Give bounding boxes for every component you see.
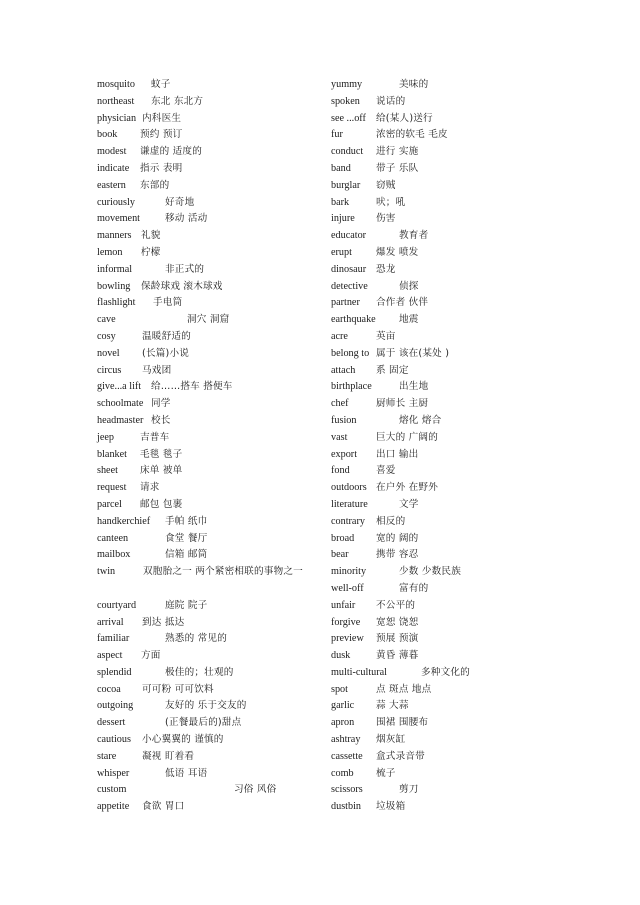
vocab-meaning: 进行 实施 — [376, 146, 419, 158]
vocab-entry — [331, 749, 531, 766]
vocab-entry — [331, 766, 531, 783]
vocab-word: acre — [331, 330, 348, 342]
vocab-meaning: 温暖舒适的 — [142, 330, 191, 342]
vocab-meaning: 烟灰缸 — [376, 734, 406, 746]
vocab-word: lemon — [97, 246, 123, 258]
vocab-word: splendid — [97, 666, 132, 678]
vocab-entry — [97, 514, 342, 531]
vocab-word: cosy — [97, 330, 116, 342]
vocab-entry — [331, 228, 531, 245]
vocab-meaning: 柠檬 — [141, 246, 161, 258]
vocab-meaning: 不公平的 — [376, 599, 416, 611]
vocab-entry — [97, 279, 342, 296]
vocab-entry — [97, 178, 342, 195]
vocab-meaning: 吠；吼 — [376, 196, 406, 208]
vocab-word: minority — [331, 566, 367, 578]
vocab-word: outgoing — [97, 700, 134, 712]
vocab-entry — [331, 111, 531, 128]
vocab-meaning: (长篇)小说 — [142, 347, 190, 359]
vocab-meaning: 侦探 — [399, 280, 419, 292]
vocab-meaning: 毛毯 毯子 — [140, 448, 183, 460]
vocab-entry — [97, 312, 342, 329]
vocab-word: dessert — [97, 717, 126, 729]
vocab-meaning: 蒜 大蒜 — [376, 700, 409, 712]
vocab-word: cave — [97, 314, 116, 326]
vocab-entry — [331, 363, 531, 380]
vocab-word: indicate — [97, 162, 130, 174]
vocab-entry — [97, 413, 342, 430]
vocab-meaning: 洞穴 洞窟 — [187, 314, 230, 326]
vocab-meaning: 非正式的 — [165, 263, 205, 275]
vocab-meaning: 校长 — [151, 414, 171, 426]
vocab-word: unfair — [331, 599, 356, 611]
vocab-entry — [331, 564, 531, 581]
vocab-word: apron — [331, 717, 355, 729]
vocab-meaning: 移动 活动 — [165, 213, 208, 225]
vocab-meaning: 蚊子 — [151, 79, 171, 90]
vocab-entry — [331, 262, 531, 279]
vocab-word: yummy — [331, 79, 363, 90]
vocab-entry — [331, 665, 531, 682]
vocab-entry — [97, 295, 342, 312]
vocab-word: burglar — [331, 179, 361, 191]
vocab-meaning: 相反的 — [376, 515, 406, 527]
vocab-meaning: 床单 被单 — [140, 465, 183, 477]
vocab-entry — [97, 346, 342, 363]
vocab-entry — [331, 715, 531, 732]
vocab-word: blanket — [97, 448, 127, 460]
vocab-word: novel — [97, 347, 120, 359]
vocab-entry — [97, 329, 342, 346]
vocab-meaning: 黄昏 薄暮 — [376, 650, 419, 662]
vocab-word: arrival — [97, 616, 124, 628]
vocab-word: fur — [331, 129, 343, 141]
vocab-entry — [97, 682, 342, 699]
vocab-meaning: 浓密的软毛 毛皮 — [376, 129, 448, 141]
vocab-entry — [97, 195, 342, 212]
vocab-entry — [97, 262, 342, 279]
vocab-entry — [97, 430, 342, 447]
vocab-entry — [97, 161, 342, 178]
vocab-entry — [331, 648, 531, 665]
vocab-meaning: (正餐最后的)甜点 — [165, 717, 242, 729]
vocab-word: multi-cultural — [331, 666, 388, 678]
vocab-meaning: 说话的 — [376, 95, 406, 107]
vocab-entry — [97, 631, 342, 648]
vocab-word: cautious — [97, 734, 131, 746]
vocab-word: fusion — [331, 414, 357, 426]
vocab-word: informal — [97, 263, 133, 275]
vocab-entry — [97, 564, 342, 598]
vocab-entry — [97, 782, 342, 799]
vocab-word: bark — [331, 196, 350, 208]
vocab-entry — [97, 379, 342, 396]
vocab-word: request — [97, 482, 127, 494]
vocab-meaning: 带子 乐队 — [376, 162, 419, 174]
vocab-word: earthquake — [331, 314, 376, 326]
vocab-meaning: 食欲 胃口 — [142, 801, 185, 813]
vocab-meaning: 盒式录音带 — [376, 750, 425, 762]
vocab-entry — [97, 648, 342, 665]
vocab-word: familiar — [97, 633, 130, 645]
vocab-entry — [97, 665, 342, 682]
vocab-meaning: 同学 — [151, 398, 171, 410]
vocab-meaning: 内科医生 — [142, 112, 182, 124]
vocab-meaning: 英亩 — [376, 330, 396, 342]
vocab-meaning: 教育者 — [399, 230, 429, 242]
vocab-entry — [97, 615, 342, 632]
vocab-word: chef — [331, 398, 349, 410]
vocab-word: manners — [97, 230, 132, 242]
vocab-entry — [97, 698, 342, 715]
vocab-meaning: 邮包 包裹 — [140, 498, 183, 510]
vocab-entry — [97, 447, 342, 464]
vocab-meaning: 给……搭车 搭便车 — [151, 381, 233, 393]
vocab-meaning: 食堂 餐厅 — [165, 532, 208, 544]
vocab-entry — [331, 379, 531, 396]
vocab-word: educator — [331, 230, 367, 242]
vocab-word: eastern — [97, 179, 126, 191]
vocab-word: circus — [97, 364, 122, 376]
vocab-entry — [331, 497, 531, 514]
vocab-entry — [331, 547, 531, 564]
vocab-entry — [331, 144, 531, 161]
vocab-meaning: 友好的 乐于交友的 — [165, 700, 247, 712]
vocab-word: whisper — [97, 767, 130, 779]
vocab-entry — [97, 245, 342, 262]
vocab-meaning: 巨大的 广阔的 — [376, 431, 439, 443]
vocab-meaning: 多种文化的 — [421, 666, 470, 678]
vocab-entry — [97, 598, 342, 615]
vocab-word: belong to — [331, 347, 370, 359]
vocab-meaning: 马戏团 — [142, 364, 172, 376]
vocab-word: movement — [97, 213, 141, 225]
vocab-entry — [331, 782, 531, 799]
vocab-word: modest — [97, 146, 127, 158]
vocab-entry — [331, 598, 531, 615]
vocab-entry — [331, 799, 531, 816]
vocab-word: outdoors — [331, 482, 367, 494]
vocab-word: headmaster — [97, 414, 144, 426]
vocab-word: band — [331, 162, 351, 174]
vocab-entry — [331, 615, 531, 632]
vocab-entry — [331, 631, 531, 648]
vocab-meaning: 凝视 盯着看 — [142, 750, 195, 762]
vocab-word: literature — [331, 498, 368, 510]
vocab-entry — [331, 77, 531, 94]
vocab-meaning: 方面 — [141, 650, 161, 662]
vocab-word: custom — [97, 784, 127, 796]
vocab-word: scissors — [331, 784, 363, 796]
vocab-word: flashlight — [97, 297, 136, 309]
vocab-word: parcel — [97, 498, 122, 510]
vocab-entry — [331, 514, 531, 531]
vocab-entry — [331, 211, 531, 228]
vocab-word: sheet — [97, 465, 118, 477]
vocab-meaning: 喜爱 — [376, 465, 396, 477]
vocab-word: aspect — [97, 650, 123, 662]
vocab-entry — [331, 447, 531, 464]
vocab-entry — [97, 715, 342, 732]
vocab-word: dinosaur — [331, 263, 367, 275]
vocab-meaning: 富有的 — [399, 582, 429, 594]
vocab-word: broad — [331, 532, 355, 544]
vocab-word: attach — [331, 364, 356, 376]
vocab-meaning: 到达 抵达 — [142, 616, 185, 628]
vocab-word: erupt — [331, 246, 352, 258]
vocab-word: cocoa — [97, 683, 121, 695]
vocab-word: preview — [331, 633, 364, 645]
vocab-word: northeast — [97, 95, 135, 107]
vocab-entry — [331, 682, 531, 699]
vocab-entry — [97, 127, 342, 144]
vocab-word: schoolmate — [97, 398, 144, 410]
vocab-word: spot — [331, 683, 348, 695]
vocab-entry — [97, 211, 342, 228]
vocab-meaning: 梳子 — [376, 767, 396, 779]
vocab-entry — [97, 396, 342, 413]
vocab-entry — [331, 413, 531, 430]
vocab-meaning: 出生地 — [399, 381, 429, 393]
vocab-word: comb — [331, 767, 354, 779]
vocab-word: dustbin — [331, 801, 362, 813]
vocab-meaning: 礼貌 — [141, 230, 161, 242]
vocab-word: vast — [331, 431, 348, 443]
vocab-meaning: 垃圾箱 — [376, 801, 406, 813]
vocab-meaning: 伤害 — [376, 213, 396, 225]
vocab-meaning: 出口 输出 — [376, 448, 419, 460]
vocab-word: mosquito — [97, 79, 135, 90]
vocab-entry — [331, 463, 531, 480]
vocab-meaning: 窃贼 — [376, 179, 396, 191]
vocab-entry — [331, 94, 531, 111]
vocab-word: mailbox — [97, 549, 131, 561]
vocab-word: partner — [331, 297, 360, 309]
vocab-word: cassette — [331, 750, 363, 762]
vocab-meaning: 庭院 院子 — [165, 599, 208, 611]
vocab-word: physician — [97, 112, 137, 124]
vocab-meaning: 吉普车 — [140, 431, 170, 443]
vocab-meaning: 点 斑点 地点 — [376, 683, 432, 695]
vocab-word: jeep — [97, 431, 114, 443]
vocab-word: fond — [331, 465, 350, 477]
vocab-word: see ...off — [331, 112, 366, 124]
vocab-word: bear — [331, 549, 349, 561]
vocab-entry — [331, 178, 531, 195]
vocab-entry — [97, 144, 342, 161]
vocab-entry — [331, 161, 531, 178]
left-vocab-column — [97, 77, 342, 816]
vocab-meaning: 属于 该在(某处 ) — [376, 347, 450, 359]
vocab-entry — [97, 497, 342, 514]
vocab-meaning: 携带 容忍 — [376, 549, 419, 561]
vocab-entry — [331, 295, 531, 312]
vocab-meaning: 手电筒 — [153, 297, 183, 309]
vocab-word: appetite — [97, 801, 130, 813]
vocab-word: well-off — [331, 582, 364, 594]
right-vocab-column — [331, 77, 531, 816]
vocab-meaning: 保龄球戏 滚木球戏 — [141, 280, 223, 292]
vocab-meaning: 系 固定 — [376, 364, 409, 376]
vocab-meaning: 信箱 邮筒 — [165, 549, 208, 561]
vocab-entry — [331, 430, 531, 447]
vocab-word: contrary — [331, 515, 365, 527]
vocab-meaning: 厨师长 主厨 — [376, 398, 429, 410]
vocab-word: spoken — [331, 95, 360, 107]
vocab-entry — [97, 732, 342, 749]
vocab-meaning: 手帕 纸巾 — [165, 515, 208, 527]
vocab-entry — [331, 245, 531, 262]
vocab-meaning: 熟悉的 常见的 — [165, 633, 228, 645]
vocab-word: dusk — [331, 650, 351, 662]
vocab-entry — [331, 480, 531, 497]
vocab-entry — [97, 77, 342, 94]
vocab-entry — [97, 363, 342, 380]
vocab-word: birthplace — [331, 381, 372, 393]
vocab-word: injure — [331, 213, 355, 225]
vocab-word: garlic — [331, 700, 355, 712]
vocab-meaning: 可可粉 可可饮料 — [142, 683, 214, 695]
vocab-entry — [331, 312, 531, 329]
vocab-entry — [331, 698, 531, 715]
vocab-word: ashtray — [331, 734, 361, 746]
vocab-meaning: 宽恕 饶恕 — [376, 616, 419, 628]
vocab-meaning: 宽的 阔的 — [376, 532, 419, 544]
vocab-entry — [97, 463, 342, 480]
vocab-entry — [331, 329, 531, 346]
vocab-word: courtyard — [97, 599, 137, 611]
vocab-meaning: 剪刀 — [399, 784, 419, 796]
vocab-word: export — [331, 448, 358, 460]
vocab-meaning: 少数 少数民族 — [399, 566, 462, 578]
vocab-entry — [331, 127, 531, 144]
vocab-entry — [331, 581, 531, 598]
vocab-meaning: 围裙 围腰布 — [376, 717, 429, 729]
vocab-word: give...a lift — [97, 381, 142, 393]
vocab-word: conduct — [331, 146, 364, 158]
vocab-entry — [97, 766, 342, 783]
vocab-meaning: 指示 表明 — [140, 162, 183, 174]
vocab-entry — [97, 547, 342, 564]
vocab-entry — [97, 799, 342, 816]
vocab-entry — [97, 111, 342, 128]
vocab-word: book — [97, 129, 118, 141]
vocab-meaning: 极佳的；壮观的 — [165, 666, 234, 678]
vocab-meaning: 预约 预订 — [140, 129, 183, 141]
vocab-entry — [331, 346, 531, 363]
vocab-meaning: 双胞胎之一 两个紧密相联的事物之一 — [143, 566, 303, 578]
vocab-meaning: 爆发 喷发 — [376, 246, 419, 258]
vocab-word: twin — [97, 566, 116, 578]
vocab-meaning: 东北 东北方 — [151, 95, 204, 107]
vocab-entry — [97, 531, 342, 548]
vocab-meaning: 文学 — [399, 498, 419, 510]
vocab-word: curiously — [97, 196, 135, 208]
vocab-meaning: 合作者 伙伴 — [376, 297, 429, 309]
vocab-meaning: 在户外 在野外 — [376, 482, 439, 494]
vocab-meaning: 小心翼翼的 谨慎的 — [142, 734, 224, 746]
vocab-meaning: 给(某人)送行 — [376, 112, 433, 124]
vocab-meaning: 习俗 风俗 — [234, 784, 277, 796]
vocab-word: forgive — [331, 616, 361, 628]
vocab-meaning: 美味的 — [399, 79, 429, 90]
vocab-word: stare — [97, 750, 117, 762]
vocab-entry — [331, 279, 531, 296]
vocab-entry — [97, 94, 342, 111]
vocab-entry — [331, 531, 531, 548]
vocab-entry — [331, 396, 531, 413]
vocab-meaning: 恐龙 — [376, 263, 396, 275]
vocab-entry — [97, 749, 342, 766]
vocab-meaning: 预展 预演 — [376, 633, 419, 645]
vocab-entry — [331, 732, 531, 749]
vocab-meaning: 熔化 熔合 — [399, 414, 442, 426]
vocab-entry — [331, 195, 531, 212]
vocab-meaning: 请求 — [140, 482, 160, 494]
vocab-meaning: 谦虚的 适度的 — [140, 146, 203, 158]
vocab-entry — [97, 480, 342, 497]
vocab-word: handkerchief — [97, 515, 151, 527]
vocab-word: canteen — [97, 532, 129, 544]
vocab-word: detective — [331, 280, 368, 292]
vocab-meaning: 低语 耳语 — [165, 767, 208, 779]
vocab-entry — [97, 228, 342, 245]
vocab-meaning: 地震 — [399, 314, 419, 326]
vocab-meaning: 好奇地 — [165, 196, 195, 208]
vocab-meaning: 东部的 — [140, 179, 170, 191]
vocab-word: bowling — [97, 280, 131, 292]
